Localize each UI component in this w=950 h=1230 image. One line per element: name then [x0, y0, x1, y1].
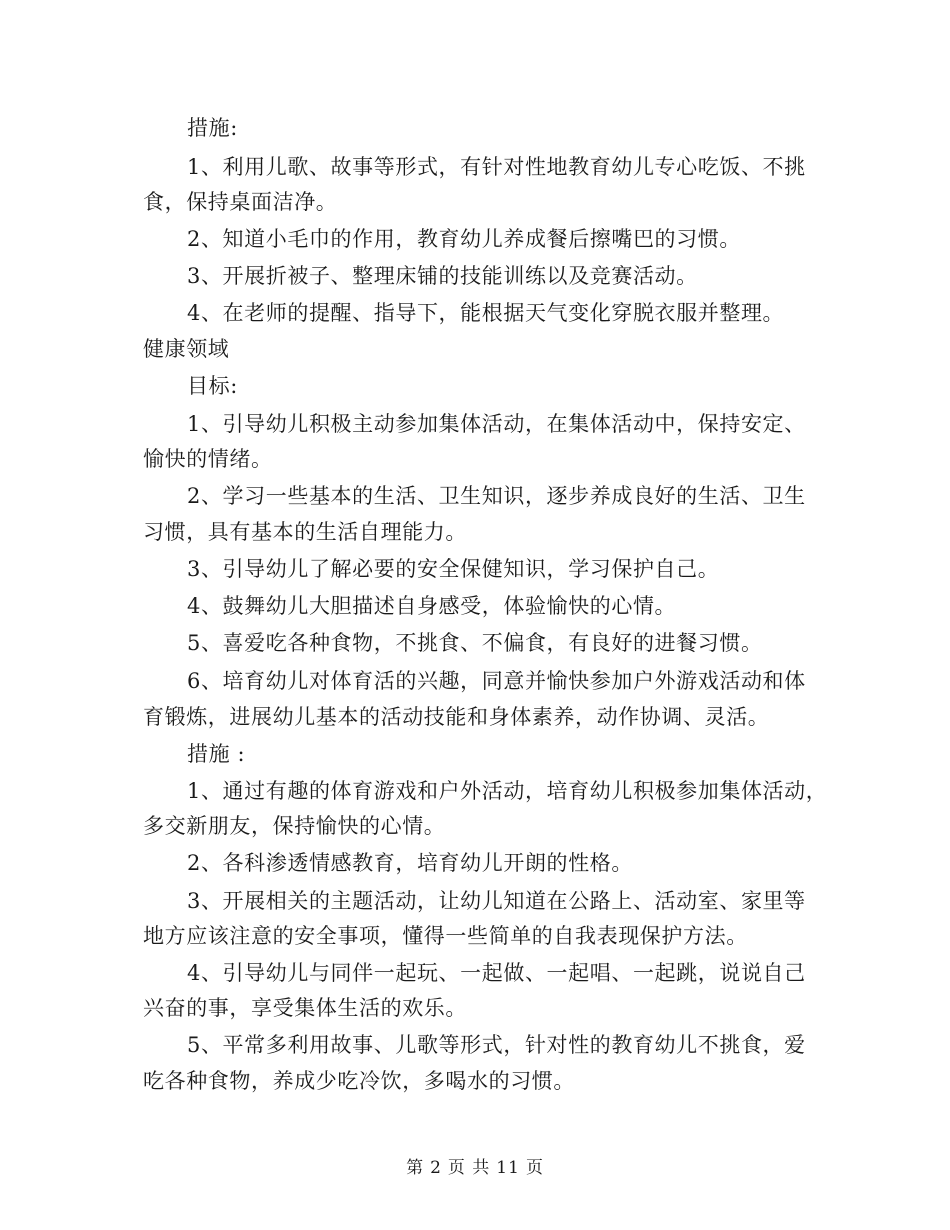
footer-middle: 页 共: [447, 1158, 491, 1178]
text-line: 2、各科渗透情感教育，培育幼儿开朗的性格。: [187, 851, 633, 875]
text-line: 兴奋的事，享受集体生活的欢乐。: [143, 996, 467, 1020]
footer-page-number: 2: [430, 1158, 442, 1178]
text-line: 4、引导幼儿与同伴一起玩、一起做、一起唱、一起跳，说说自己: [187, 961, 806, 985]
text-line: 4、在老师的提醒、指导下，能根据天气变化穿脱衣服并整理。: [187, 301, 785, 325]
footer-suffix: 页: [525, 1158, 544, 1178]
text-line: 习惯，具有基本的生活自理能力。: [143, 520, 467, 544]
text-line: 育锻炼，进展幼儿基本的活动技能和身体素养，动作协调、灵活。: [143, 705, 770, 729]
text-line: 3、引导幼儿了解必要的安全保健知识，学习保护自己。: [187, 557, 720, 581]
section-heading-measures: 措施 :: [187, 742, 246, 766]
text-line: 5、平常多利用故事、儿歌等形式，针对性的教育幼儿不挑食，爱: [187, 1033, 806, 1057]
text-line: 1、引导幼儿积极主动参加集体活动，在集体活动中，保持安定、: [187, 412, 806, 436]
section-title-health: 健康领域: [143, 337, 230, 361]
text-line: 4、鼓舞幼儿大胆描述自身感受，体验愉快的心情。: [187, 594, 677, 618]
text-line: 2、知道小毛巾的作用，教育幼儿养成餐后擦嘴巴的习惯。: [187, 227, 741, 251]
text-line: 5、喜爱吃各种食物，不挑食、不偏食，有良好的进餐习惯。: [187, 631, 763, 655]
text-line: 3、开展折被子、整理床铺的技能训练以及竞赛活动。: [187, 264, 698, 288]
text-line: 1、通过有趣的体育游戏和户外活动，培育幼儿积极参加集体活动，: [187, 779, 828, 803]
text-line: 愉快的情绪。: [143, 447, 273, 471]
text-line: 1、利用儿歌、故事等形式，有针对性地教育幼儿专心吃饭、不挑: [187, 155, 806, 179]
text-line: 3、开展相关的主题活动，让幼儿知道在公路上、活动室、家里等: [187, 889, 806, 913]
text-line: 2、学习一些基本的生活、卫生知识，逐步养成良好的生活、卫生: [187, 484, 806, 508]
text-line: 多交新朋友，保持愉快的心情。: [143, 814, 446, 838]
section-heading-goals: 目标:: [187, 374, 238, 398]
text-line: 食，保持桌面洁净。: [143, 190, 338, 214]
footer-total-pages: 11: [496, 1158, 520, 1178]
text-line: 吃各种食物，养成少吃冷饮，多喝水的习惯。: [143, 1069, 575, 1093]
footer-prefix: 第: [406, 1158, 425, 1178]
page-footer: [0, 1153, 950, 1178]
section-heading-measures: 措施:: [187, 116, 238, 140]
text-line: 地方应该注意的安全事项，懂得一些简单的自我表现保护方法。: [143, 924, 748, 948]
text-line: 6、培育幼儿对体育活的兴趣，同意并愉快参加户外游戏活动和体: [187, 669, 806, 693]
